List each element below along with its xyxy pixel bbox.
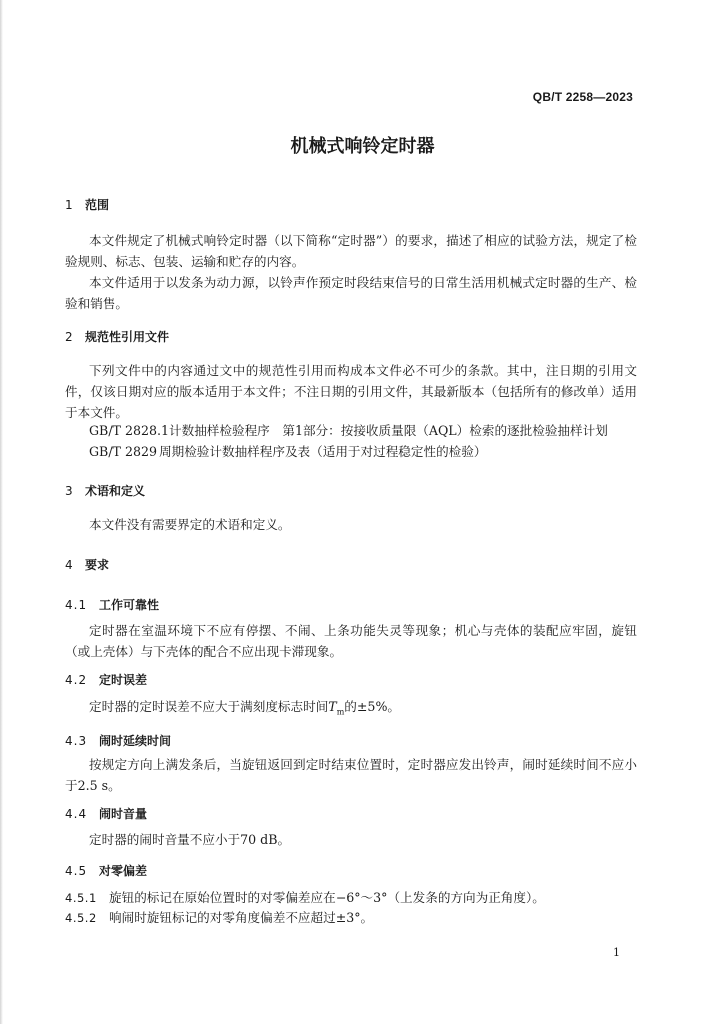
clause-number: 4.5.2	[65, 911, 97, 925]
timing-error-text-before: 定时器的定时误差不应大于满刻度标志时间	[89, 699, 329, 714]
subsection-heading-4-2	[65, 671, 147, 688]
reliability-paragraph: 定时器在室温环境下不应有停摆、不闹、上条功能失灵等现象；机心与壳体的装配应牢固，旋钮（或上壳体）与下壳体的配合不应出现卡滞现象。	[65, 623, 637, 659]
section-number: 3	[65, 484, 73, 498]
section-number: 2	[65, 330, 73, 344]
reference-code: GB/T 2829	[89, 444, 158, 459]
subsection-title: 对零偏差	[99, 864, 148, 878]
section-title: 规范性引用文件	[85, 330, 170, 344]
terms-paragraph: 本文件没有需要界定的术语和定义。	[89, 517, 291, 532]
subsection-heading-4-5	[65, 862, 147, 879]
page-number: 1	[613, 946, 620, 959]
scope-paragraph-1: 本文件规定了机械式响铃定时器（以下简称“定时器”）的要求，描述了相应的试验方法，规定了检验规则、标志、包装、运输和贮存的内容。	[65, 233, 637, 269]
standard-code: QB/T 2258—2023	[532, 90, 633, 104]
section-title: 术语和定义	[85, 484, 146, 498]
section-heading-2	[65, 328, 169, 345]
clause-4-5-1	[65, 887, 545, 906]
subsection-heading-4-1	[65, 596, 159, 613]
section-heading-4	[65, 556, 109, 573]
alarm-volume-paragraph: 定时器的闹时音量不应小于70 dB。	[89, 832, 291, 847]
subsection-title: 闹时音量	[99, 807, 148, 821]
section-title: 范围	[85, 198, 110, 212]
clause-number: 4.5.1	[65, 891, 97, 905]
reference-item	[89, 420, 608, 441]
section-number: 1	[65, 198, 73, 212]
reference-code: GB/T 2828.1	[89, 423, 170, 438]
reference-item	[89, 441, 486, 462]
subsection-title: 工作可靠性	[99, 598, 160, 612]
subsection-title: 闹时延续时间	[99, 734, 172, 748]
reference-title: 周期检验计数抽样程序及表（适用于对过程稳定性的检验）	[159, 444, 487, 459]
clause-text: 旋钮的标记在原始位置时的对零偏差应在−6°～3°（上发条的方向为正角度）。	[109, 890, 545, 905]
subsection-number: 4.2	[65, 673, 88, 687]
subsection-title: 定时误差	[99, 673, 148, 687]
normative-refs-paragraph: 下列文件中的内容通过文中的规范性引用而构成本文件必不可少的条款。其中，注日期的引用文件，仅该日期对应的版本适用于本文件；不注日期的引用文件，其最新版本（包括所有的修改单）适用于本文件。	[65, 363, 637, 420]
scope-paragraph-2: 本文件适用于以发条为动力源，以铃声作预定时段结束信号的日常生活用机械式定时器的生产、检验和销售。	[65, 275, 637, 311]
subsection-number: 4.5	[65, 864, 88, 878]
subsection-number: 4.3	[65, 734, 88, 748]
document-title: 机械式响铃定时器	[290, 136, 435, 157]
subsection-heading-4-4	[65, 805, 147, 822]
subsection-number: 4.1	[65, 598, 88, 612]
timing-error-text-after: 的±5%。	[344, 699, 400, 714]
section-title: 要求	[85, 558, 110, 572]
time-symbol-subscript: m	[336, 707, 345, 717]
clause-text: 响闹时旋钮标记的对零角度偏差不应超过±3°。	[109, 910, 374, 925]
subsection-number: 4.4	[65, 807, 88, 821]
clause-4-5-2	[65, 907, 373, 926]
reference-title: 计数抽样检验程序 第1部分：按接收质量限（AQL）检索的逐批检验抽样计划	[169, 423, 608, 438]
alarm-duration-paragraph: 按规定方向上满发条后，当旋钮返回到定时结束位置时，定时器应发出铃声，闹时延续时间不应小于2.5 s。	[65, 757, 637, 793]
time-symbol: T	[328, 699, 337, 714]
section-heading-3	[65, 482, 145, 499]
subsection-heading-4-3	[65, 732, 171, 749]
timing-error-paragraph	[65, 696, 637, 723]
section-number: 4	[65, 558, 73, 572]
section-heading-1	[65, 196, 109, 213]
